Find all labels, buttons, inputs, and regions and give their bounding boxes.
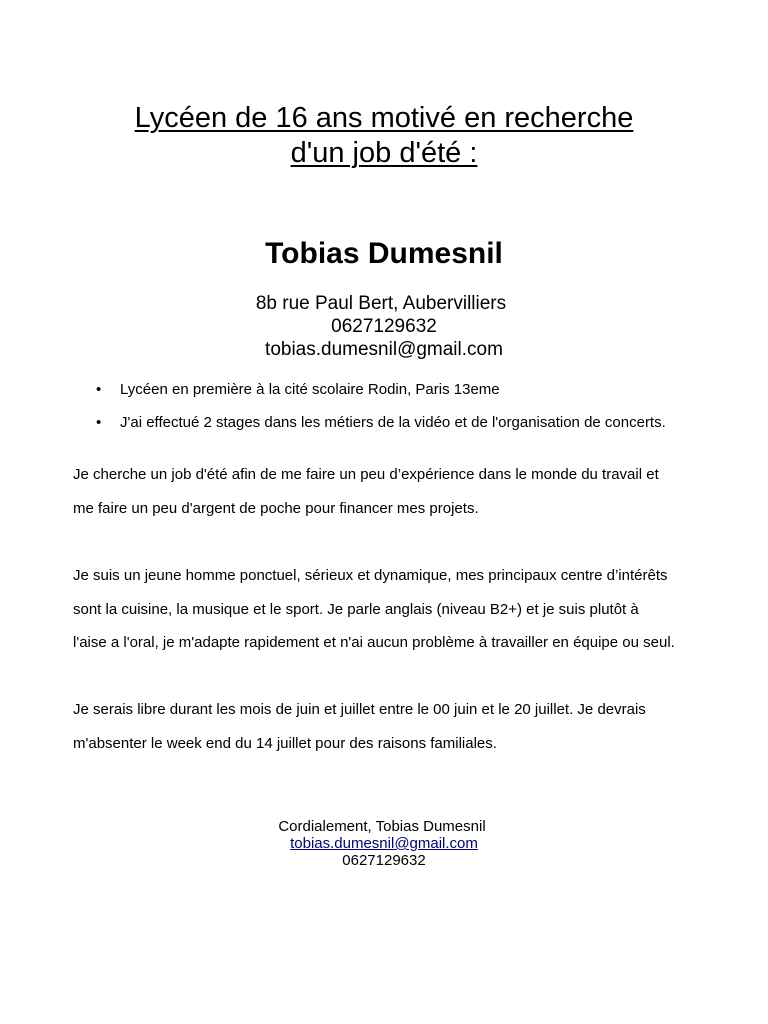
email-link[interactable]: tobias.dumesnil@gmail.com: [290, 835, 478, 852]
bullet-icon: •: [96, 414, 102, 431]
phone-number: 0627129632: [331, 316, 437, 337]
closing-phone: 0627129632: [342, 852, 426, 869]
paragraph-line: Je cherche un job d'été afin de me faire un peu d’expérience dans le monde du travail et: [73, 466, 659, 483]
email-address: tobias.dumesnil@gmail.com: [265, 339, 503, 360]
list-item: [96, 413, 736, 446]
applicant-name: Tobias Dumesnil: [265, 237, 503, 270]
title-line-2: d'un job d'été :: [290, 137, 478, 169]
bullet-text: Lycéen en première à la cité scolaire Rodin, Paris 13eme: [120, 381, 500, 398]
signature: Cordialement, Tobias Dumesnil: [278, 818, 486, 835]
page-title: [60, 101, 708, 171]
closing-block: [0, 818, 768, 869]
paragraph-line: me faire un peu d'argent de poche pour financer mes projets.: [73, 499, 479, 517]
paragraph-line: sont la cuisine, la musique et le sport. Je parle anglais (niveau B2+) et je suis plutôt à: [73, 600, 639, 618]
paragraph-line: Je suis un jeune homme ponctuel, sérieux et dynamique, mes principaux centre d’intérêts: [73, 567, 668, 584]
bullet-icon: •: [96, 381, 102, 398]
address: 8b rue Paul Bert, Aubervilliers: [255, 293, 507, 314]
paragraph-line: l'aise a l'oral, je m'adapte rapidement et n'ai aucun problème à travailler en équipe ou seul.: [73, 634, 675, 651]
contact-block: [0, 292, 768, 361]
bullet-text: J'ai effectué 2 stages dans les métiers de la vidéo et de l'organisation de concerts.: [120, 414, 666, 431]
title-line-1: Lycéen de 16 ans motivé en recherche: [134, 102, 634, 134]
paragraph-line: Je serais libre durant les mois de juin et juillet entre le 00 juin et le 20 juillet. Je devrais: [73, 701, 646, 718]
bullet-list: [96, 380, 736, 446]
paragraph-motivation: [73, 458, 713, 525]
list-item: [96, 380, 736, 413]
paragraph-qualities: [73, 559, 713, 660]
paragraph-line: m'absenter le week end du 14 juillet pour des raisons familiales.: [73, 734, 497, 752]
paragraph-availability: [73, 693, 713, 760]
